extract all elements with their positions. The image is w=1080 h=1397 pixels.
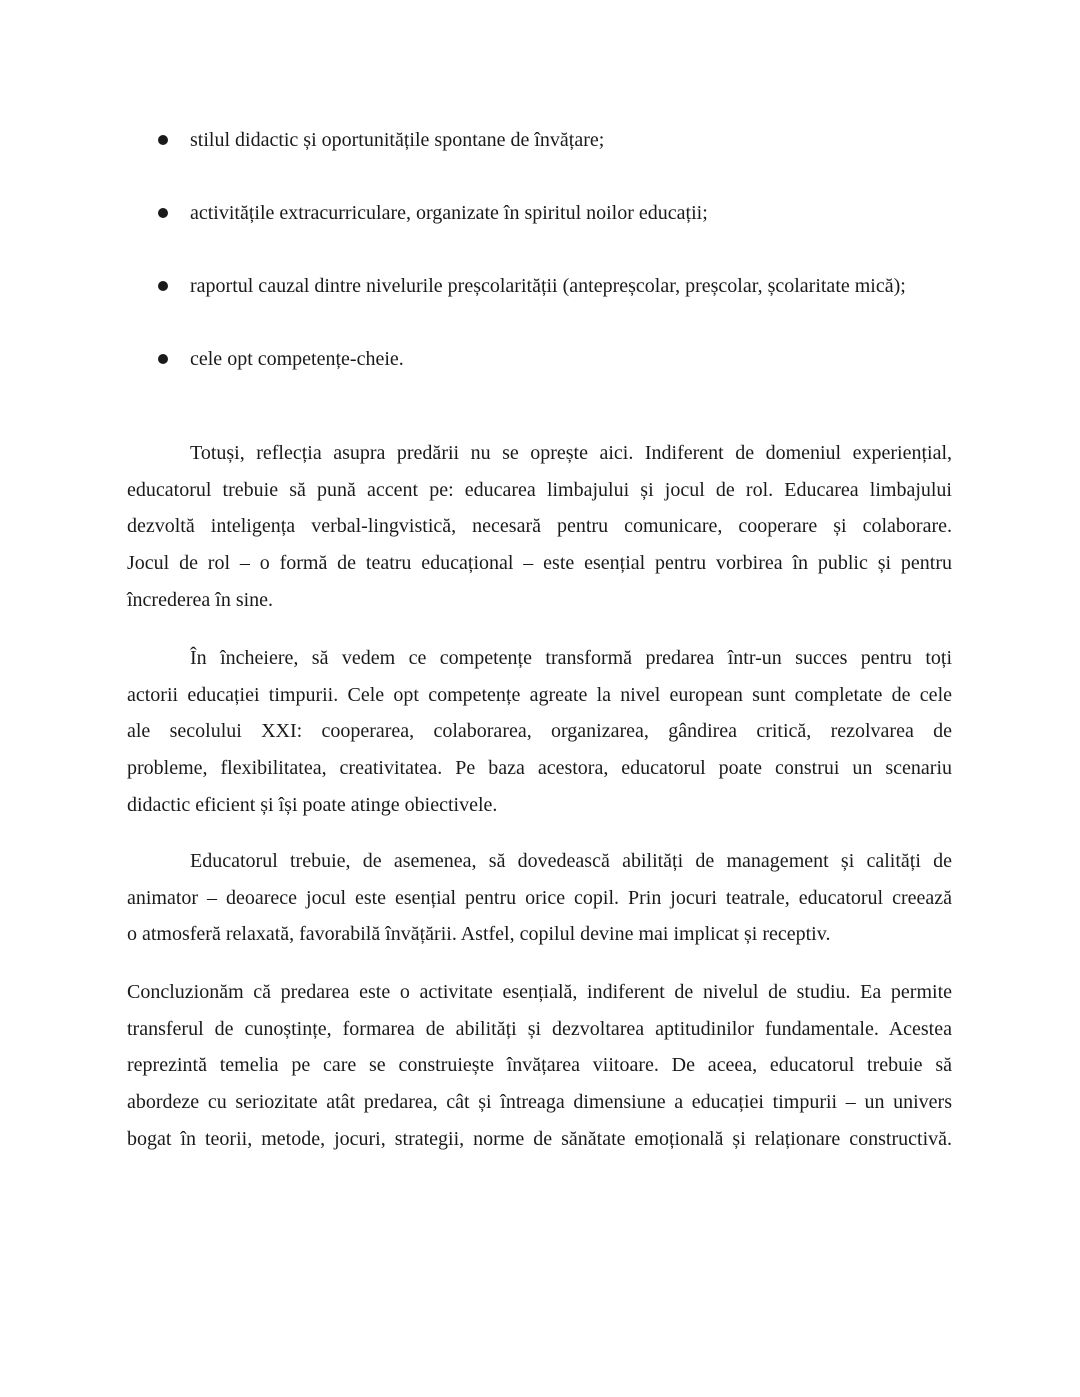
paragraph-reflection — [127, 435, 952, 618]
text-line: transferul de cunoștințe, formarea de abilități și dezvoltarea aptitudinilor fundamentale. Acestea — [127, 1017, 952, 1040]
bullet-text: raportul cauzal dintre nivelurile preșcolarității (antepreșcolar, preșcolar, școlaritate mică); — [190, 275, 906, 297]
bullet-item — [127, 346, 952, 372]
paragraph-management — [127, 843, 952, 953]
text-line: o atmosferă relaxată, favorabilă învățării. Astfel, copilul devine mai implicat și receptiv. — [127, 923, 831, 946]
text-line: animator – deoarece jocul este esențial pentru orice copil. Prin jocuri teatrale, educatorul creează — [127, 886, 952, 909]
text-line: încrederea în sine. — [127, 588, 274, 611]
text-line: Totuși, reflecția asupra predării nu se oprește aici. Indiferent de domeniul experiențial, — [190, 442, 952, 464]
text-line: probleme, flexibilitatea, creativitatea. Pe baza acestora, educatorul poate construi un scenariu — [127, 757, 952, 780]
bullet-text: activitățile extracurriculare, organizate în spiritul noilor educații; — [190, 202, 708, 224]
bullet-icon — [158, 281, 168, 291]
bullet-item — [127, 200, 952, 226]
bullet-icon — [158, 135, 168, 145]
paragraph-competences — [127, 640, 952, 823]
paragraph-conclusion — [127, 974, 952, 1157]
text-line: Educatorul trebuie, de asemenea, să dovedească abilități de management și calități de — [190, 850, 952, 872]
text-line: actorii educației timpurii. Cele opt competențe agreate la nivel european sunt completate de cele — [127, 683, 952, 706]
text-line: abordeze cu seriozitate atât predarea, cât și întreaga dimensiune a educației timpurii – un univers — [127, 1091, 952, 1114]
text-line: ale secolului XXI: cooperarea, colaborarea, organizarea, gândirea critică, rezolvarea de — [127, 720, 952, 743]
text-line: didactic eficient și își poate atinge obiectivele. — [127, 793, 498, 816]
bullet-item — [127, 273, 952, 299]
text-line: bogat în teorii, metode, jocuri, strategii, norme de sănătate emoțională și relaționare constructivă. — [127, 1127, 952, 1150]
text-line: dezvoltă inteligența verbal-lingvistică, necesară pentru comunicare, cooperare și colaborare. — [127, 515, 952, 538]
bullet-icon — [158, 208, 168, 218]
text-line: educatorul trebuie să pună accent pe: educarea limbajului și jocul de rol. Educarea limbajului — [127, 478, 952, 501]
bullet-text: cele opt competențe-cheie. — [190, 348, 404, 370]
text-line: Concluzionăm că predarea este o activitate esențială, indiferent de nivelul de studiu. Ea permite — [127, 981, 952, 1003]
bullet-icon — [158, 354, 168, 364]
bullet-item — [127, 127, 952, 153]
text-line: În încheiere, să vedem ce competențe transformă predarea într-un succes pentru toți — [190, 647, 952, 669]
bullet-text: stilul didactic și oportunitățile spontane de învățare; — [190, 129, 605, 151]
text-line: Jocul de rol – o formă de teatru educațional – este esențial pentru vorbirea în public și pentru — [127, 552, 952, 575]
text-line: reprezintă temelia pe care se construiește învățarea viitoare. De aceea, educatorul trebuie să — [127, 1054, 952, 1077]
